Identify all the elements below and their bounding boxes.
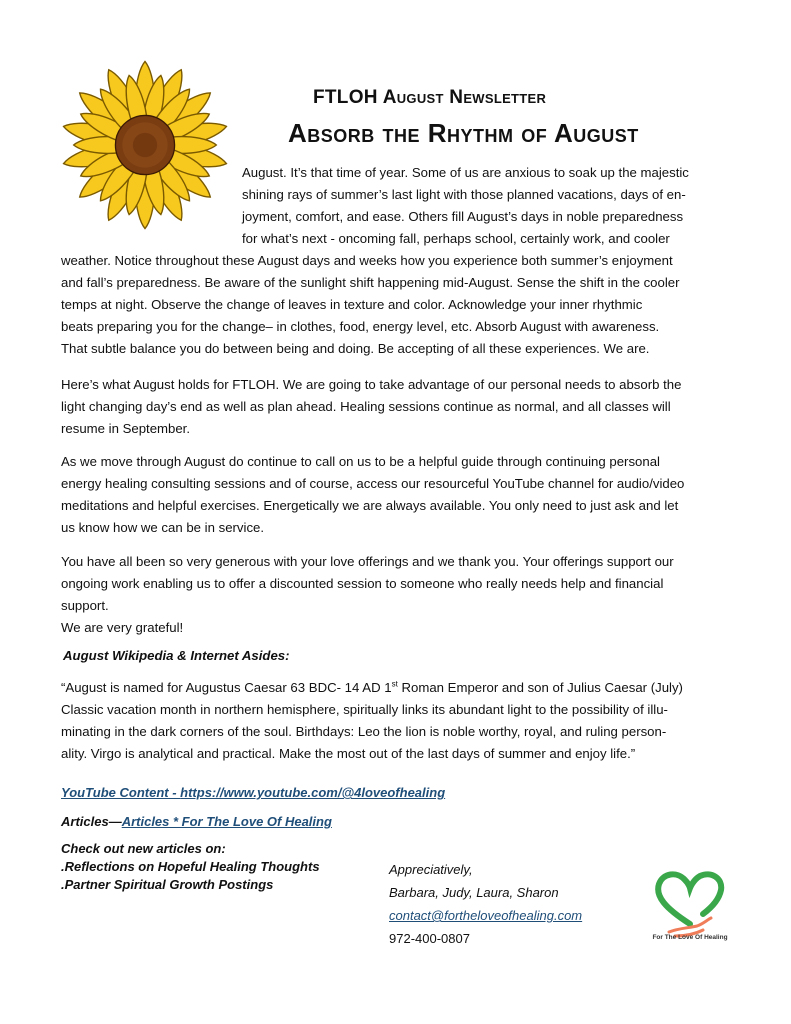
text-line: joyment, comfort, and ease. Others fill August’s days in noble preparedness	[242, 209, 684, 224]
heart-icon	[658, 874, 721, 924]
text-line: August. It’s that time of year. Some of us are anxious to soak up the majestic	[242, 165, 689, 180]
youtube-link[interactable]: https://www.youtube.com/@4loveofhealing	[180, 785, 446, 800]
text-line: That subtle balance you do between being and doing. Be accepting of all these experiences. We are.	[61, 341, 650, 356]
signers: Barbara, Judy, Laura, Sharon	[389, 885, 559, 900]
checkout-item: .Partner Spiritual Growth Postings	[61, 877, 274, 892]
quote-superscript: st	[391, 679, 398, 689]
closing: Appreciatively,	[389, 862, 473, 877]
quote-text: Roman Emperor and son of Julius Caesar (July)	[397, 680, 683, 695]
articles-label: Articles—	[61, 814, 122, 829]
paragraph-offerings	[61, 551, 731, 617]
text-line: support.	[61, 598, 109, 613]
articles-line	[61, 814, 332, 829]
checkout-block	[61, 840, 320, 894]
grateful-line: We are very grateful!	[61, 620, 184, 635]
paragraph-august-plans	[61, 374, 731, 440]
text-line: Classic vacation month in northern hemisphere, spiritually links its abundant light to the possibility of illu-	[61, 702, 668, 717]
text-line: energy healing consulting sessions and of course, access our resourceful YouTube channel for audio/video	[61, 476, 685, 491]
text-line: As we move through August do continue to call on us to be a helpful guide through continuing personal	[61, 454, 660, 469]
text-line: Here’s what August holds for FTLOH. We are going to take advantage of our personal needs to absorb the	[61, 377, 682, 392]
text-line: temps at night. Observe the change of leaves in texture and color. Acknowledge your inner rhythmic	[61, 297, 643, 312]
asides-heading: August Wikipedia & Internet Asides:	[63, 648, 290, 663]
newsletter-title: FTLOH August Newsletter	[313, 87, 547, 108]
youtube-label: YouTube Content -	[61, 785, 181, 800]
contact-email-link[interactable]: contact@fortheloveofhealing.com	[389, 908, 583, 923]
text-line	[61, 677, 741, 699]
text-line: for what’s next - oncoming fall, perhaps school, certainly work, and cooler	[242, 231, 670, 246]
articles-link[interactable]: Articles * For The Love Of Healing	[121, 814, 332, 829]
asides-quote	[61, 677, 741, 765]
text-line: light changing day’s end as well as plan ahead. Healing sessions continue as normal, and all classes will	[61, 399, 671, 414]
phone-number: 972-400-0807	[389, 931, 470, 946]
text-line: ality. Virgo is analytical and practical. Make the most out of the last days of summer and enjoy life.”	[61, 746, 636, 761]
signature-block	[389, 858, 582, 950]
newsletter-subtitle: Absorb the Rhythm of August	[288, 118, 639, 148]
youtube-line	[61, 785, 445, 800]
text-line: us know how we can be in service.	[61, 520, 265, 535]
text-line: You have all been so very generous with your love offerings and we thank you. Your offerings support our	[61, 554, 674, 569]
text-line: shining rays of summer’s last light with those planned vacations, days of en-	[242, 187, 686, 202]
checkout-item: .Reflections on Hopeful Healing Thoughts	[61, 859, 320, 874]
intro-full	[61, 250, 731, 360]
quote-text: “August is named for Augustus Caesar 63 BDC- 14 AD 1	[61, 680, 392, 695]
text-line: weather. Notice throughout these August days and weeks how you experience both summer’s enjoyment	[61, 253, 673, 268]
checkout-heading: Check out new articles on:	[61, 841, 226, 856]
logo-caption: For The Love Of Healing	[652, 934, 728, 941]
text-line: beats preparing you for the change– in clothes, food, energy level, etc. Absorb August with awareness.	[61, 319, 660, 334]
intro-indented	[242, 162, 742, 250]
text-line: meditations and helpful exercises. Energetically we are always available. You only need to just ask and let	[61, 498, 679, 513]
text-line: minating in the dark corners of the soul. Birthdays: Leo the lion is noble worthy, royal, and ruling person-	[61, 724, 667, 739]
paragraph-services	[61, 451, 731, 539]
text-line: resume in September.	[61, 421, 191, 436]
text-line: and fall’s preparedness. Be aware of the sunlight shift happening mid-August. Sense the shift in the cooler	[61, 275, 680, 290]
text-line: ongoing work enabling us to offer a discounted session to someone who really needs help and financial	[61, 576, 664, 591]
